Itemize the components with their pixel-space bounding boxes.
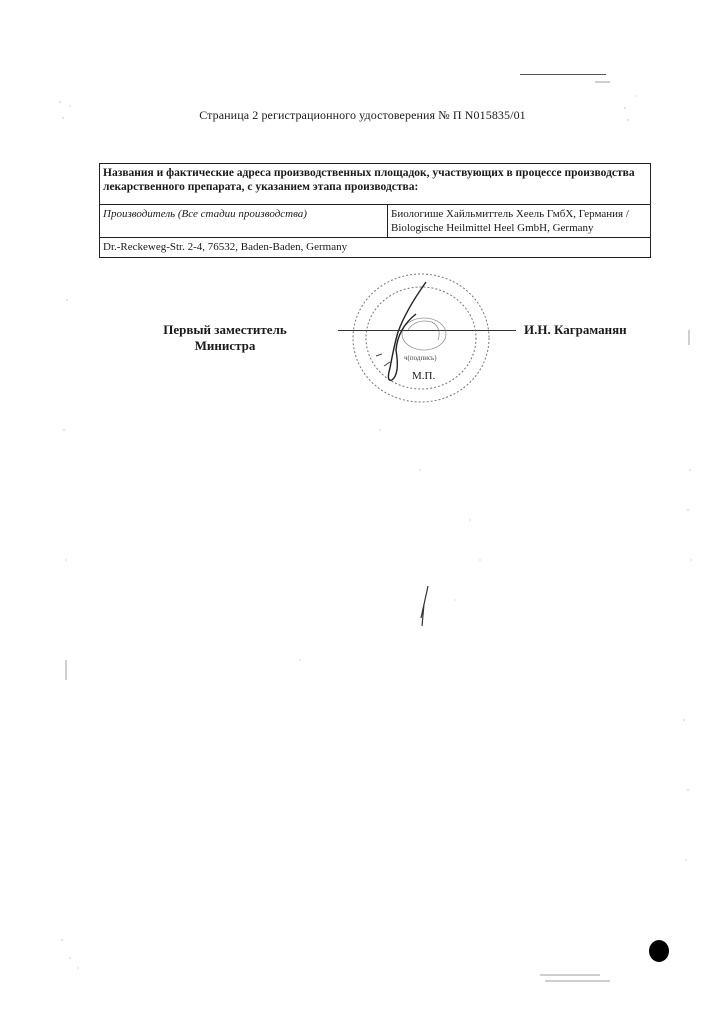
production-sites-table: [99, 163, 651, 258]
signatory-title-line1: Первый заместитель: [163, 322, 287, 337]
page-header: Страница 2 регистрационного удостоверения № П N015835/01: [199, 108, 526, 122]
seal-label: М.П.: [412, 370, 436, 382]
signatory-title: [150, 322, 300, 354]
top-rule: [520, 74, 606, 75]
scan-ink-blot: [649, 940, 669, 962]
signatory-name: И.Н. Каграманян: [524, 322, 627, 337]
manufacturer-name-ru: Биологише Хайльмиттель Хеель ГмбХ, Германия /: [391, 208, 629, 220]
manufacturer-address: Dr.-Reckeweg-Str. 2-4, 76532, Baden-Baden, Germany: [100, 238, 651, 258]
producer-role: Производитель (Все стадии производства): [100, 205, 388, 238]
manufacturer-cell: [388, 205, 651, 238]
table-header: Названия и фактические адреса производственных площадок, участвующих в процессе производства лекарственного препарата, с указанием этапа производства:: [100, 164, 651, 205]
svg-text:ч(подпись): ч(подпись): [404, 354, 437, 362]
manufacturer-name-de: Biologische Heilmittel Heel GmbH, Germany: [391, 222, 594, 234]
official-seal-stamp: [346, 270, 496, 410]
signatory-title-line2: Министра: [194, 338, 256, 353]
